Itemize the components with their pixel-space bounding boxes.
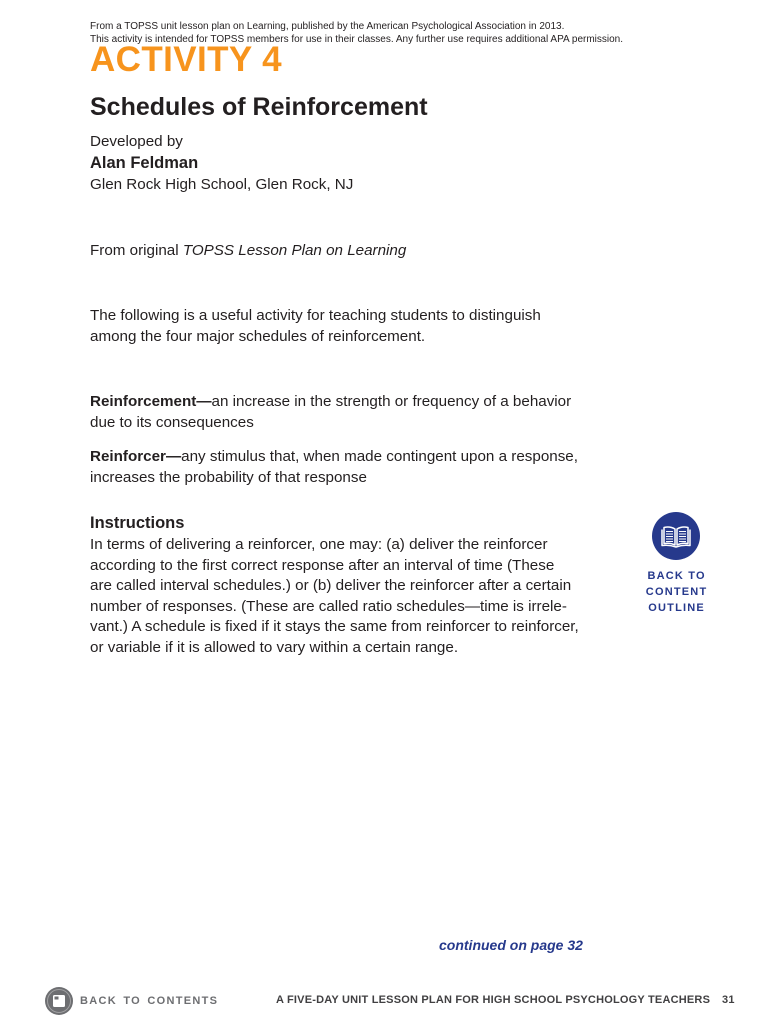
contents-icon-corner[interactable] bbox=[55, 997, 59, 1000]
instructions-line: number of responses. (These are called ratio schedules—time is irrele- bbox=[90, 597, 567, 615]
permission-notice-line: This activity is intended for TOPSS members for use in their classes. Any further use requires additional APA permission. bbox=[90, 34, 624, 45]
permission-notice-line: From a TOPSS unit lesson plan on Learning, published by the American Psychological Association in 2013. bbox=[90, 21, 565, 32]
definition-line bbox=[90, 446, 578, 467]
activity-number: ACTIVITY 4 bbox=[90, 40, 283, 79]
instructions-line: In terms of delivering a reinforcer, one may: (a) deliver the reinforcer bbox=[90, 536, 548, 553]
intro-line: The following is a useful activity for teaching students to distinguish bbox=[90, 307, 541, 324]
back-to-contents-link[interactable] bbox=[45, 987, 218, 1015]
instructions-line: are called interval schedules.) or (b) deliver the reinforcer after a certain bbox=[90, 577, 572, 595]
definition-text: increases the probability of that response bbox=[90, 469, 367, 486]
continued-on-page-link[interactable]: continued on page 32 bbox=[439, 937, 583, 953]
open-book-icon[interactable] bbox=[652, 512, 700, 560]
source-credit bbox=[90, 240, 406, 261]
instructions-heading: Instructions bbox=[90, 514, 185, 532]
instructions-line: or variable if it is allowed to vary within a certain range. bbox=[90, 638, 459, 656]
side-nav-label-line[interactable]: BACK TO bbox=[647, 570, 706, 582]
definition-reinforcer bbox=[90, 446, 578, 488]
side-nav-label-line[interactable]: OUTLINE bbox=[648, 602, 705, 614]
back-to-content-outline-link[interactable] bbox=[631, 512, 721, 616]
intro-paragraph bbox=[90, 305, 541, 347]
page-number: 31 bbox=[722, 994, 735, 1006]
intro-line: among the four major schedules of reinforcement. bbox=[90, 328, 426, 345]
author-affiliation: Glen Rock High School, Glen Rock, NJ bbox=[90, 176, 354, 193]
definition-text: any stimulus that, when made contingent upon a response, bbox=[181, 448, 578, 465]
contents-icon[interactable] bbox=[45, 987, 73, 1015]
side-nav-label-line[interactable]: CONTENT bbox=[645, 586, 708, 598]
definition-term: Reinforcer— bbox=[90, 448, 182, 465]
author-name: Alan Feldman bbox=[90, 153, 199, 172]
definition-line bbox=[90, 391, 571, 412]
instructions-line: vant.) A schedule is fixed if it stays the same from reinforcer to reinforcer, bbox=[90, 618, 579, 636]
back-to-contents-label[interactable]: BACK TO CONTENTS bbox=[80, 995, 219, 1007]
definition-text: due to its consequences bbox=[90, 414, 254, 431]
source-prefix: From original bbox=[90, 242, 179, 259]
back-to-content-outline-label[interactable] bbox=[631, 568, 721, 616]
definition-reinforcement bbox=[90, 391, 571, 433]
instructions-paragraph bbox=[90, 535, 579, 659]
definition-term: Reinforcement— bbox=[90, 393, 212, 410]
activity-title: Schedules of Reinforcement bbox=[90, 93, 428, 121]
footer-series-title: A FIVE-DAY UNIT LESSON PLAN FOR HIGH SCHOOL PSYCHOLOGY TEACHERS bbox=[276, 994, 711, 1006]
credits bbox=[90, 131, 353, 196]
definition-text: an increase in the strength or frequency of a behavior bbox=[211, 393, 572, 410]
instructions-line: according to the first correct response after an interval of time (These bbox=[90, 556, 555, 574]
developed-by-label: Developed by bbox=[90, 133, 183, 150]
open-book-icon-disc[interactable] bbox=[652, 512, 700, 560]
source-title: TOPSS Lesson Plan on Learning bbox=[182, 242, 407, 259]
